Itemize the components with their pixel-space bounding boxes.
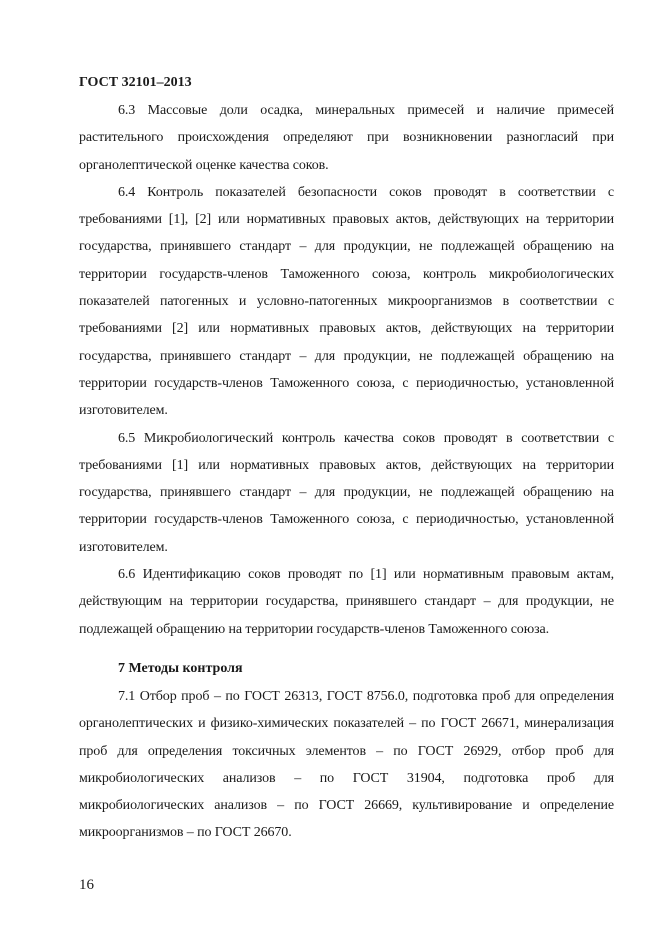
page-number: 16 bbox=[79, 877, 94, 893]
document-body bbox=[79, 97, 614, 847]
document-header-standard-code: ГОСТ 32101–2013 bbox=[79, 75, 192, 90]
paragraph-6-3: 6.3 Массовые доли осадка, минеральных примесей и наличие примесей растительного происхождения определяют при возникновении разногласий при органолептической оценке качества соков. bbox=[79, 103, 614, 173]
paragraph-7-1: 7.1 Отбор проб – по ГОСТ 26313, ГОСТ 8756.0, подготовка проб для определения органолептических и физико-химических показателей – по ГОСТ 26671, минерализация проб для определения токсичных элементов – по ГОСТ 26929, отбор проб для микробиологических анализов – по ГОСТ 31904, подготовка проб для микробиологических анализов – по ГОСТ 26669, культивирование и определение микроорганизмов – по ГОСТ 26670. bbox=[79, 688, 614, 841]
paragraph-6-4: 6.4 Контроль показателей безопасности соков проводят в соответствии с требованиями [1], [2] или нормативных правовых актов, действующих на территории государства, принявшего стандарт – для продукции, не подлежащей обращению на территории государств-членов Таможенного союза, контроль микробиологических показателей патогенных и условно-патогенных микроорганизмов в соответствии с требованиями [2] или нормативных правовых актов, действующих на территории государства, принявшего стандарт – для продукции, не подлежащей обращению на территории государств-членов Таможенного союза, с периодичностью, установленной изготовителем. bbox=[79, 184, 614, 419]
paragraph-6-6: 6.6 Идентификацию соков проводят по [1] или нормативным правовым актам, действующим на территории государства, принявшего стандарт – для продукции, не подлежащей обращению на территории государств-членов Таможенного союза. bbox=[79, 567, 614, 637]
paragraph-6-5: 6.5 Микробиологический контроль качества соков проводят в соответствии с требованиями [1] или нормативных правовых актов, действующих на территории государства, принявшего стандарт – для продукции, не подлежащей обращению на территории государств-членов Таможенного союза, с периодичностью, установленной изготовителем. bbox=[79, 430, 614, 555]
section-7-heading: 7 Методы контроля bbox=[118, 660, 243, 676]
